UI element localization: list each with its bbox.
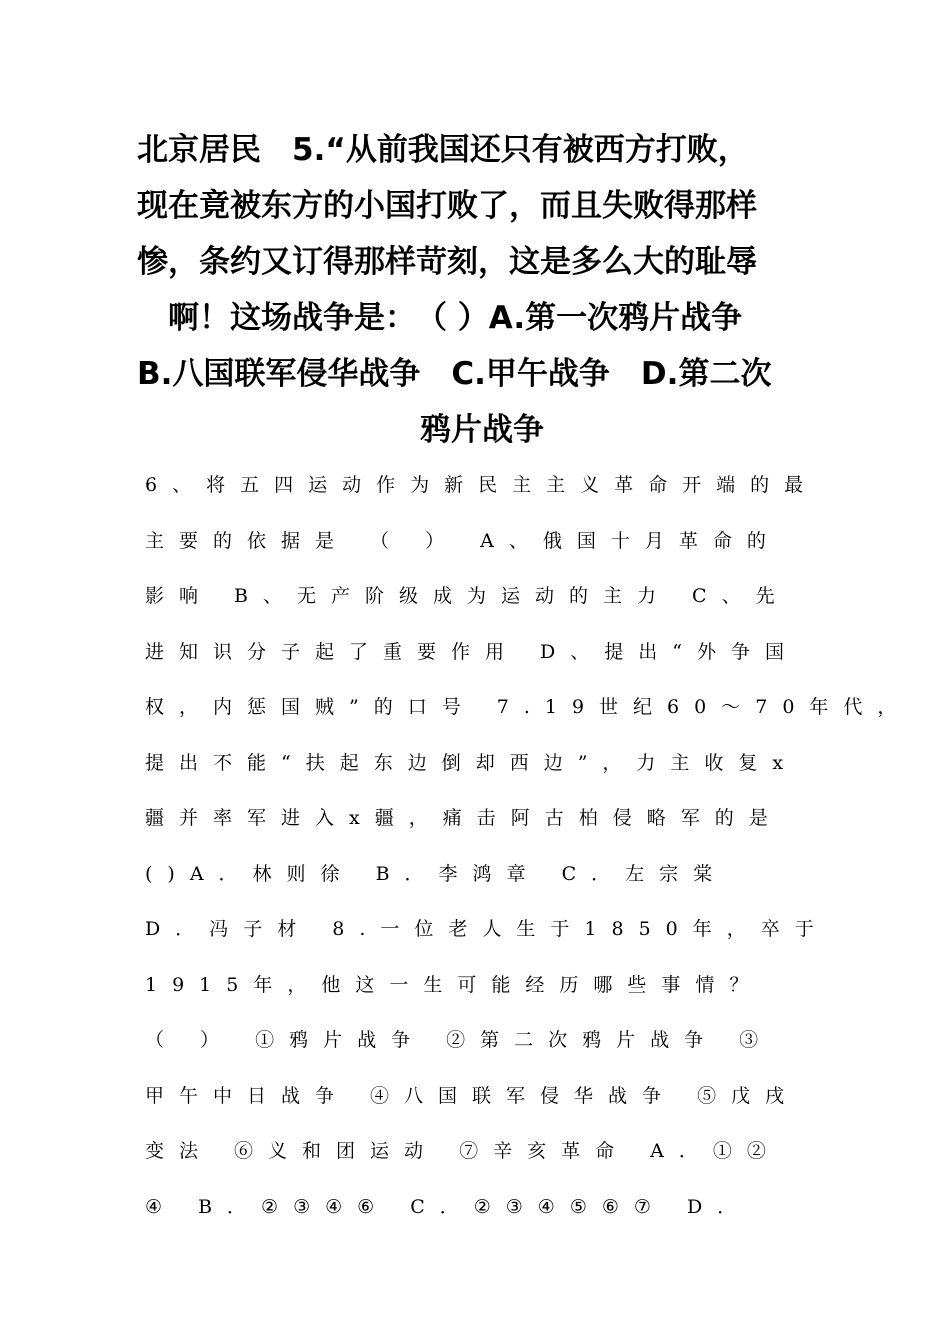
text-line: 进知识分子起了重要作用 D、提出“外争国 <box>145 640 799 663</box>
text-line: D．冯子材 8.一位老人生于1850年，卒于 <box>145 918 829 940</box>
questions-6-8-block <box>145 458 912 1235</box>
text-line: 甲午中日战争 ④八国联军侵华战争 ⑤戊戌 <box>145 1084 800 1107</box>
text-line: 提出不能“扶起东边倒却西边”，力主收复x <box>145 751 799 774</box>
text-line: 6、将五四运动作为新民主主义革命开端的最 <box>145 474 819 496</box>
text-line: 主要的依据是 （ ） A、俄国十月革命的 <box>145 529 781 552</box>
text-line: ④ B．②③④⑥ C．②③④⑤⑥⑦ D． <box>145 1195 752 1218</box>
text-line: 北京居民 5.“从前我国还只有被西方打败， <box>137 132 749 168</box>
question-5-block <box>137 122 827 458</box>
text-line: 啊！这场战争是： （ ）A.第一次鸦片战争 <box>137 300 743 336</box>
text-line: ()A．林则徐 B．李鸿章 C．左宗棠 <box>145 862 728 885</box>
text-line: 影响 B、无产阶级成为运动的主力 C、先 <box>145 585 790 607</box>
text-line: 权，内惩国贼”的口号 7.19世纪60～70年代， <box>145 696 912 718</box>
text-line: 1915年，他这一生可能经历哪些事情？ <box>145 973 764 996</box>
text-line: B.八国联军侵华战争 C.甲午战争 D.第二次 <box>137 356 772 392</box>
text-line: （ ） ①鸦片战争 ②第二次鸦片战争 ③ <box>145 1029 774 1051</box>
text-line: 惨，条约又订得那样苛刻，这是多么大的耻辱 <box>137 244 757 280</box>
text-line: 鸦片战争 <box>420 412 544 448</box>
text-line: 现在竟被东方的小国打败了，而且失败得那样 <box>137 188 757 224</box>
text-line: 变法 ⑥义和团运动 ⑦辛亥革命 A．①② <box>145 1140 781 1162</box>
text-line: 疆并率军进入x疆，痛击阿古柏侵略军的是 <box>145 807 783 829</box>
